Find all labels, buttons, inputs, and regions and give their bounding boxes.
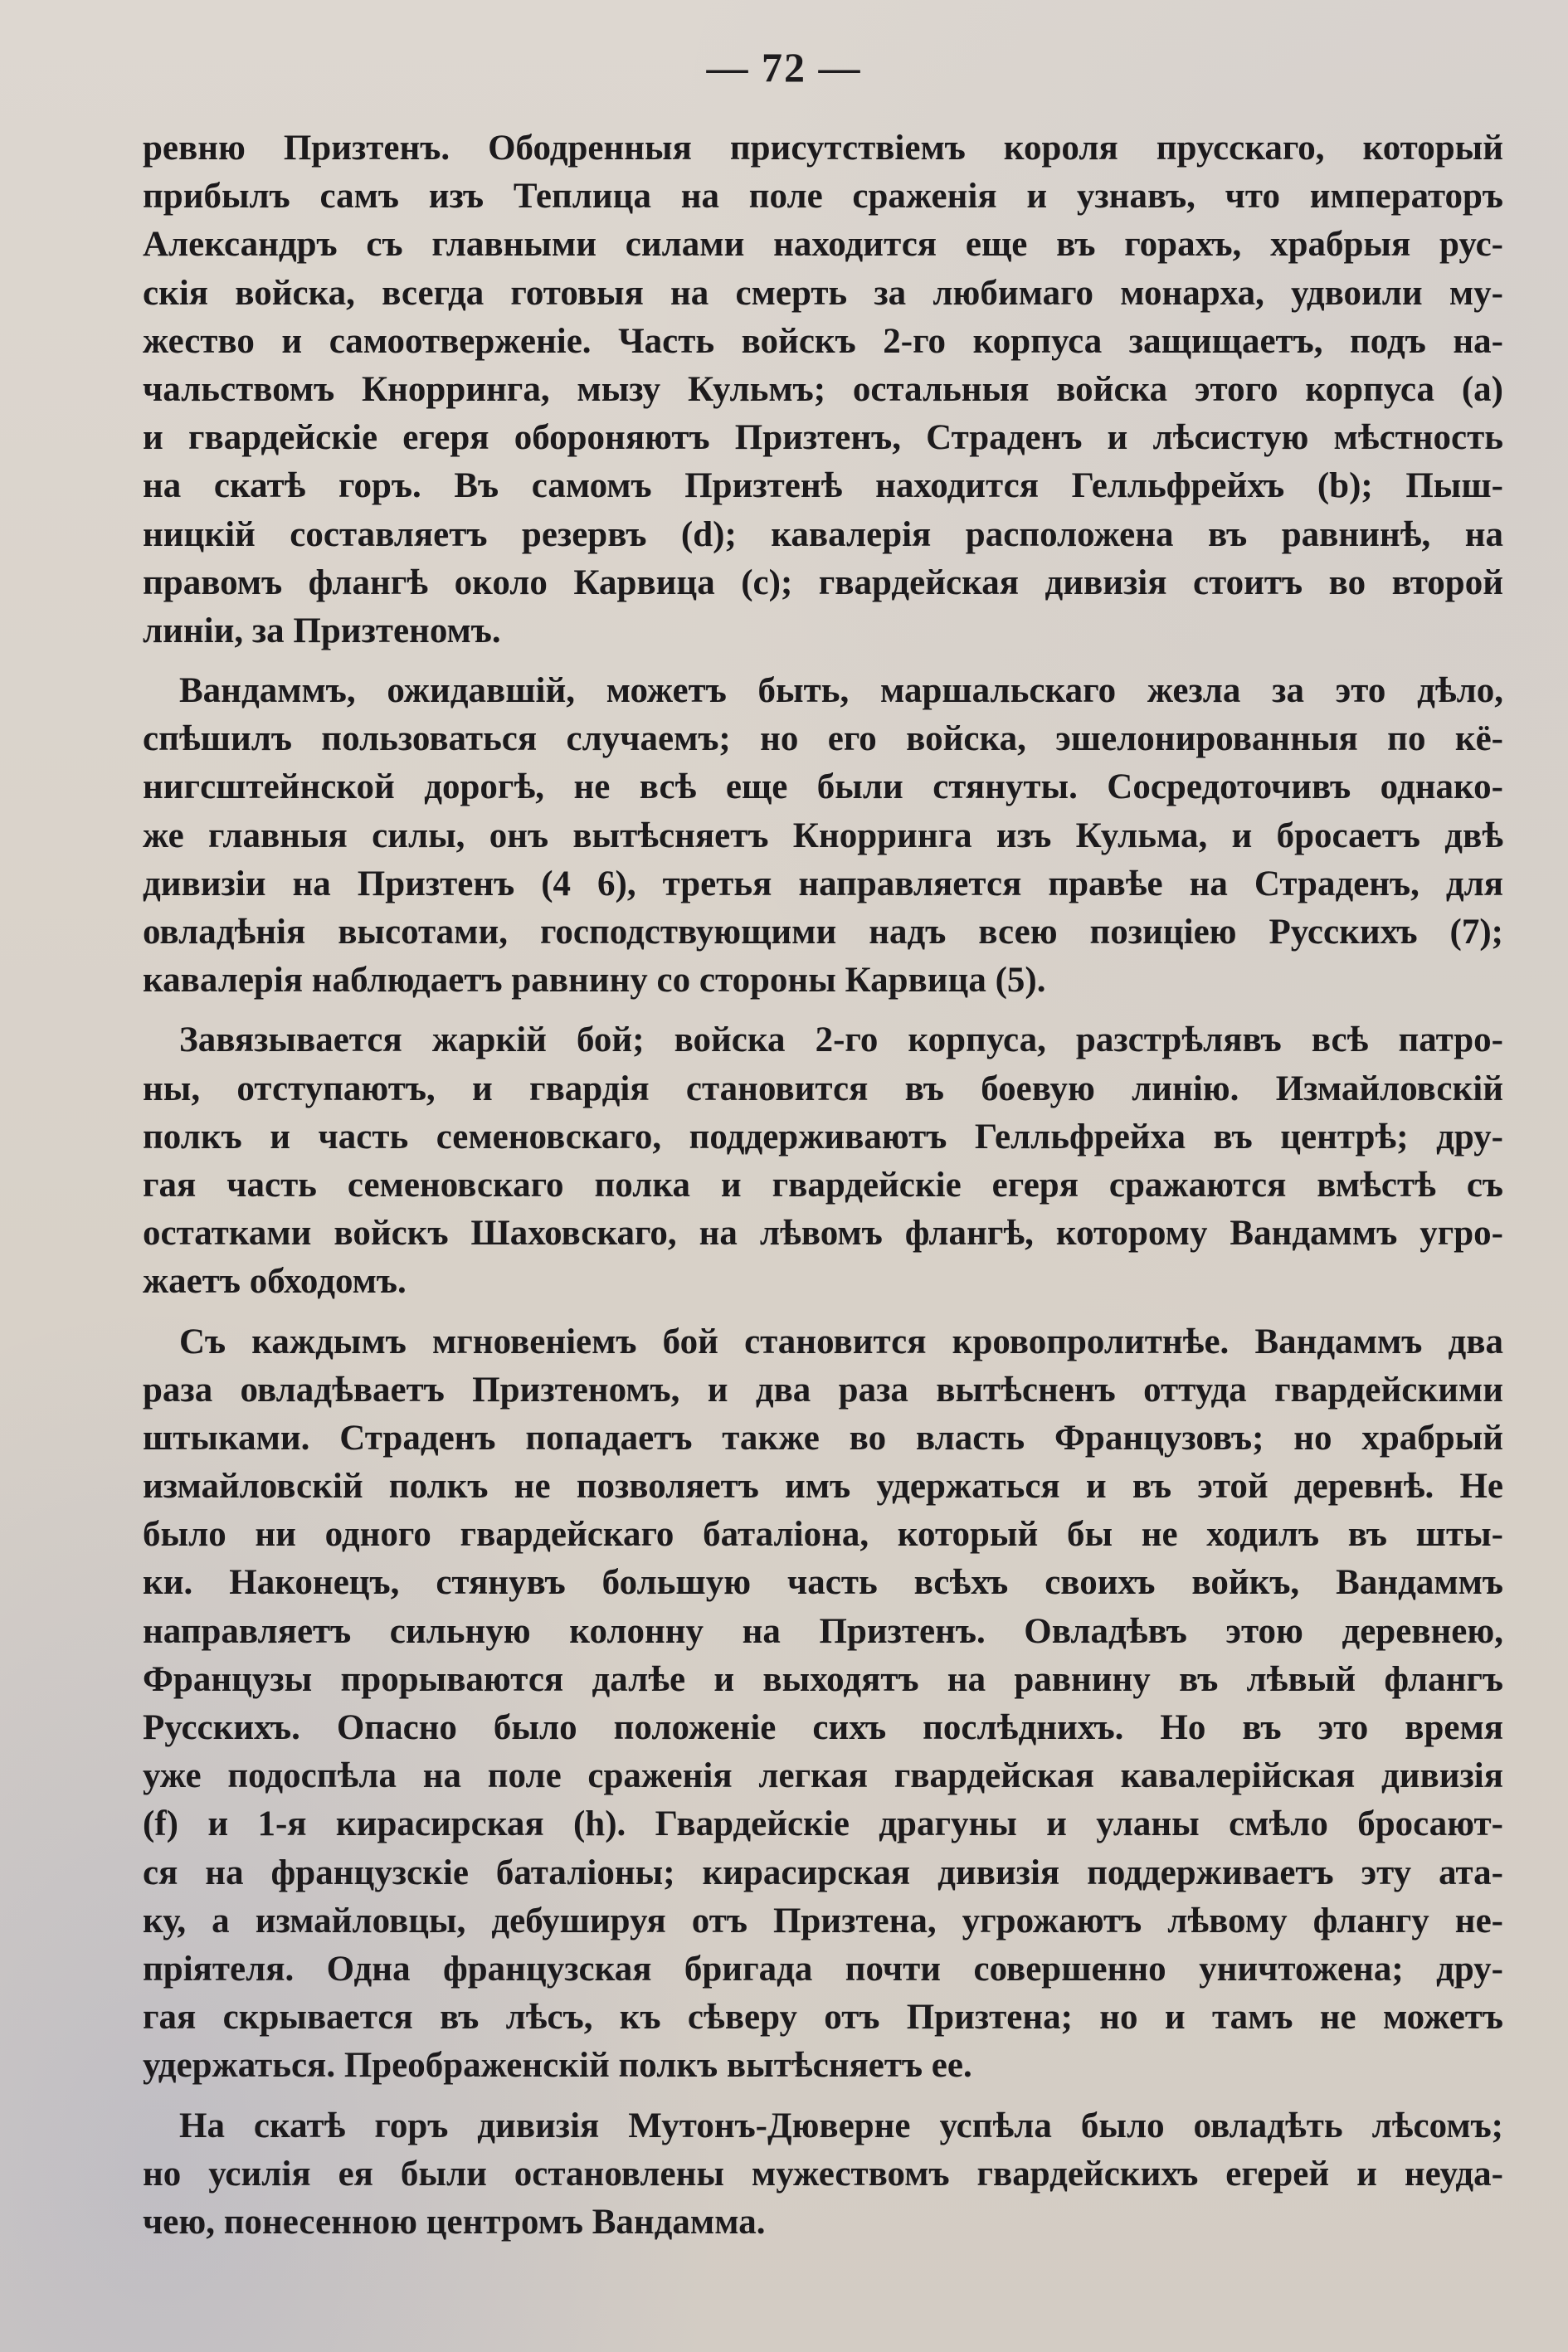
text-line: Русскихъ. Опасно было положеніе сихъ послѣднихъ. Но въ это время <box>143 1708 1503 1747</box>
text-line: Французы прорываются далѣе и выходятъ на равнину въ лѣвый флангъ <box>143 1659 1503 1699</box>
text-line: линіи, за Призтеномъ. <box>143 611 501 650</box>
text-line: Вандаммъ, ожидавшій, можетъ быть, маршальскаго жезла за это дѣло, <box>179 671 1503 711</box>
text-line: жаетъ обходомъ. <box>143 1262 407 1302</box>
text-line: скія войска, всегда готовыя на смерть за любимаго монарха, удвоили му- <box>143 273 1503 313</box>
page-number: — 72 — <box>706 44 862 90</box>
text-line: гая скрывается въ лѣсъ, къ сѣверу отъ Призтена; но и тамъ не можетъ <box>143 1998 1503 2038</box>
text-line: Завязывается жаркій бой; войска 2-го корпуса, разстрѣлявъ всѣ патро- <box>179 1020 1503 1060</box>
text-line: овладѣнія высотами, господствующими надъ всею позиціею Русскихъ (7); <box>143 913 1503 952</box>
text-line: ку, а измайловцы, дебушируя отъ Призтена, угрожаютъ лѣвому флангу не- <box>143 1901 1503 1941</box>
text-line: измайловскій полкъ не позволяетъ имъ удержаться и въ этой деревнѣ. Не <box>143 1467 1503 1507</box>
text-line: но усилія ея были остановлены мужествомъ гвардейскихъ егерей и неуда- <box>143 2154 1503 2194</box>
text-line: гая часть семеновскаго полка и гвардейскіе егеря сражаются вмѣстѣ съ <box>143 1165 1503 1205</box>
paragraph-2 <box>143 667 1503 1005</box>
text-line: полкъ и часть семеновскаго, поддерживаютъ Гелльфрейха въ центрѣ; дру- <box>143 1117 1503 1157</box>
text-line: ся на французскіе баталіоны; кирасирская дивизія поддерживаетъ эту ата- <box>143 1853 1503 1892</box>
text-line: (f) и 1-я кирасирская (h). Гвардейскіе драгуны и уланы смѣло бросают- <box>143 1804 1503 1844</box>
text-line: ны, отступаютъ, и гвардія становится въ боевую линію. Измайловскій <box>143 1069 1503 1108</box>
text-line: направляетъ сильную колонну на Призтенъ. Овладѣвъ этою деревнею, <box>143 1611 1503 1651</box>
text-line: ки. Наконецъ, стянувъ большую часть всѣхъ своихъ войкъ, Вандаммъ <box>143 1563 1503 1603</box>
text-line: дивизіи на Призтенъ (4 6), третья направляется правѣе на Страденъ, для <box>143 864 1503 903</box>
text-line: ревню Призтенъ. Ободренныя присутствіемъ короля прусскаго, который <box>143 129 1503 168</box>
text-line: было ни одного гвардейскаго баталіона, который бы не ходилъ въ шты- <box>143 1515 1503 1555</box>
text-line: чею, понесенною центромъ Вандамма. <box>143 2202 766 2242</box>
paragraph-1 <box>143 124 1503 655</box>
text-line: уже подоспѣла на поле сраженія легкая гвардейская кавалерійская дивизія <box>143 1756 1503 1796</box>
text-line: остатками войскъ Шаховскаго, на лѣвомъ флангѣ, которому Вандаммъ угро- <box>143 1214 1503 1254</box>
text-line: кавалерія наблюдаетъ равнину со стороны Карвица (5). <box>143 961 1046 1001</box>
text-line: раза овладѣваетъ Призтеномъ, и два раза вытѣсненъ оттуда гвардейскими <box>143 1370 1503 1410</box>
text-line: жество и самоотверженіе. Часть войскъ 2-го корпуса защищаетъ, подъ на- <box>143 321 1503 361</box>
paragraph-3 <box>143 1016 1503 1306</box>
text-line: пріятеля. Одна французская бригада почти совершенно уничтожена; дру- <box>143 1949 1503 1989</box>
body-text <box>143 124 1503 2247</box>
text-line: на скатѣ горъ. Въ самомъ Призтенѣ находится Гелльфрейхъ (b); Пыш- <box>143 466 1503 506</box>
text-line: удержаться. Преображенскій полкъ вытѣсняетъ ее. <box>143 2046 972 2086</box>
text-line: Съ каждымъ мгновеніемъ бой становится кровопролитнѣе. Вандаммъ два <box>179 1322 1503 1361</box>
text-line: же главныя силы, онъ вытѣсняетъ Кнорринга изъ Кульма, и бросаетъ двѣ <box>143 816 1503 855</box>
paragraph-4 <box>143 1318 1503 2091</box>
text-line: спѣшилъ пользоваться случаемъ; но его войска, эшелонированныя по кё- <box>143 719 1503 759</box>
text-line: На скатѣ горъ дивизія Мутонъ-Дюверне успѣла было овладѣть лѣсомъ; <box>179 2106 1503 2145</box>
text-line: правомъ флангѣ около Карвица (c); гвардейская дивизія стоитъ во второй <box>143 562 1503 602</box>
text-line: ницкій составляетъ резервъ (d); кавалерія расположена въ равнинѣ, на <box>143 514 1503 554</box>
text-line: и гвардейскіе егеря обороняютъ Призтенъ, Страденъ и лѣсистую мѣстность <box>143 418 1503 458</box>
text-line: штыками. Страденъ попадаетъ также во власть Французовъ; но храбрый <box>143 1418 1503 1458</box>
paragraph-5 <box>143 2102 1503 2247</box>
text-line: Александръ съ главными силами находится еще въ горахъ, храбрыя рус- <box>143 225 1503 265</box>
text-line: прибылъ самъ изъ Теплица на поле сраженія и узнавъ, что императоръ <box>143 177 1503 217</box>
text-line: нигсштейнской дорогѣ, не всѣ еще были стянуты. Сосредоточивъ однако- <box>143 767 1503 807</box>
text-line: чальствомъ Кнорринга, мызу Кульмъ; остальныя войска этого корпуса (a) <box>143 369 1503 409</box>
